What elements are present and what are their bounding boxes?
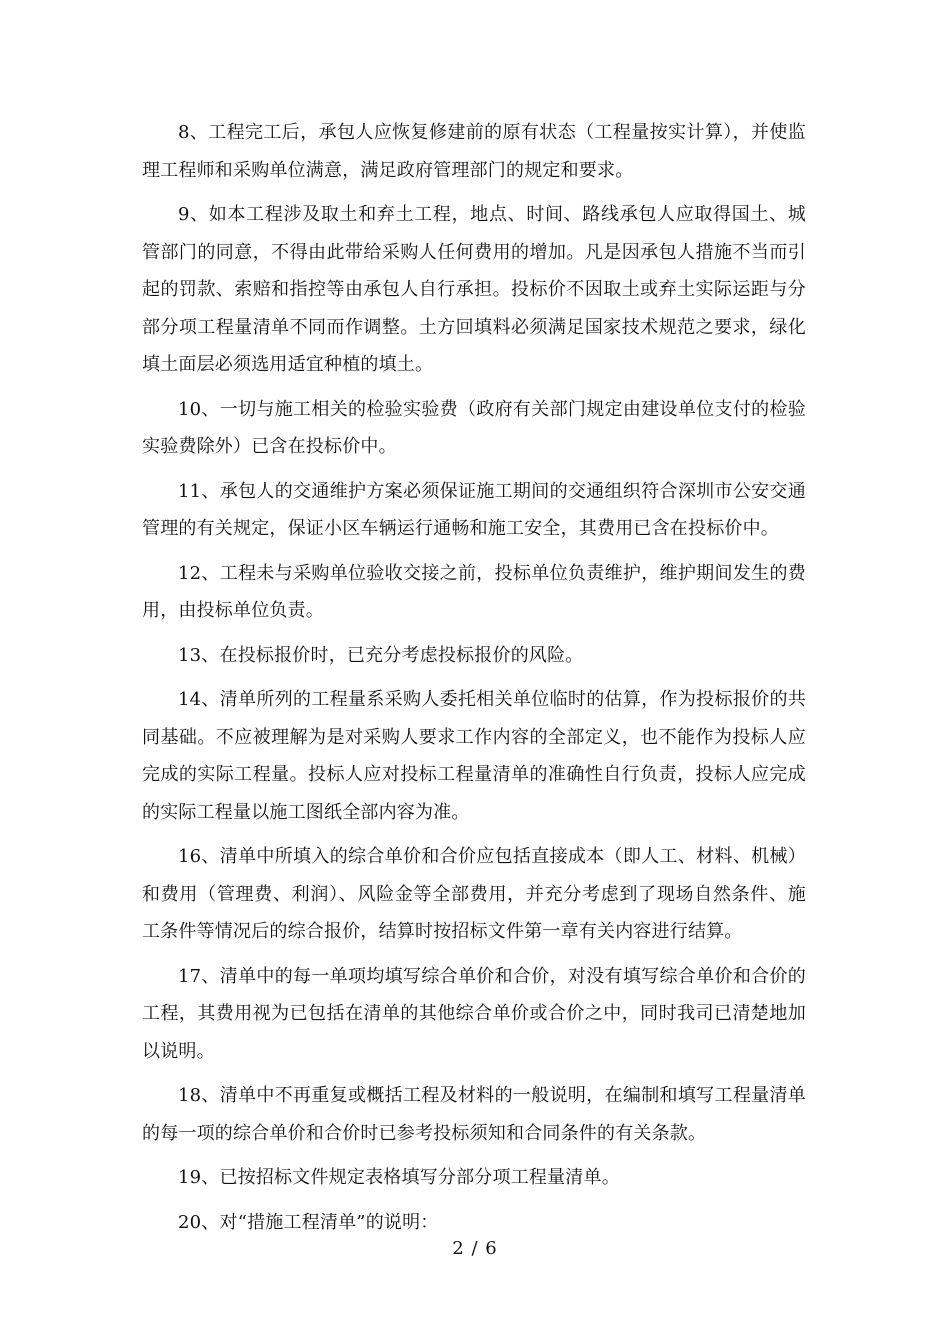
paragraph-item-10: 10、一切与施工相关的检验实验费（政府有关部门规定由建设单位支付的检验实验费除外）已含在投标价中。 [142,398,806,457]
paragraph-item-18: 18、清单中不再重复或概括工程及材料的一般说明，在编制和填写工程量清单的每一项的综合单价和合价时已参考投标须知和合同条件的有关条款。 [142,1085,806,1144]
paragraph-item-20: 20、对“措施工程清单”的说明： [178,1211,439,1233]
paragraph-item-14: 14、清单所列的工程量系采购人委托相关单位临时的估算，作为投标报价的共同基础。不应被理解为是对采购人要求工作内容的全部定义，也不能作为投标人应完成的实际工程量。投标人应对投标工程量清单的准确性自行负责，投标人应完成的实际工程量以施工图纸全部内容为准。 [142,689,806,823]
paragraph-item-8: 8、工程完工后，承包人应恢复修建前的原有状态（工程量按实计算），并使监理工程师和采购单位满意，满足政府管理部门的规定和要求。 [142,122,806,181]
page-number: 2 / 6 [452,1238,498,1259]
paragraph-item-13: 13、在投标报价时，已充分考虑投标报价的风险。 [178,644,584,666]
paragraph-item-19: 19、已按招标文件规定表格填写分部分项工程量清单。 [178,1167,620,1188]
paragraph-item-11: 11、承包人的交通维护方案必须保证施工期间的交通组织符合深圳市公安交通管理的有关规定，保证小区车辆运行通畅和施工安全，其费用已含在投标价中。 [142,480,806,539]
paragraph-item-9: 9、如本工程涉及取土和弃土工程，地点、时间、路线承包人应取得国土、城管部门的同意，不得由此带给采购人任何费用的增加。凡是因承包人措施不当而引起的罚款、索赔和指控等由承包人自行承担。投标价不因取土或弃土实际运距与分部分项工程量清单不同而作调整。土方回填料必须满足国家技术规范之要求，绿化填土面层必须选用适宜种植的填土。 [142,204,806,375]
document-body [142,114,806,1248]
paragraph-item-12: 12、工程未与采购单位验收交接之前，投标单位负责维护，维护期间发生的费用，由投标单位负责。 [142,562,806,621]
paragraph-item-16: 16、清单中所填入的综合单价和合价应包括直接成本（即人工、材料、机械）和费用（管理费、利润）、风险金等全部费用，并充分考虑到了现场自然条件、施工条件等情况后的综合报价，结算时按招标文件第一章有关内容进行结算。 [142,846,806,942]
paragraph-item-17: 17、清单中的每一单项均填写综合单价和合价，对没有填写综合单价和合价的工程，其费用视为已包括在清单的其他综合单价或合价之中，同时我司已清楚地加以说明。 [142,965,806,1062]
